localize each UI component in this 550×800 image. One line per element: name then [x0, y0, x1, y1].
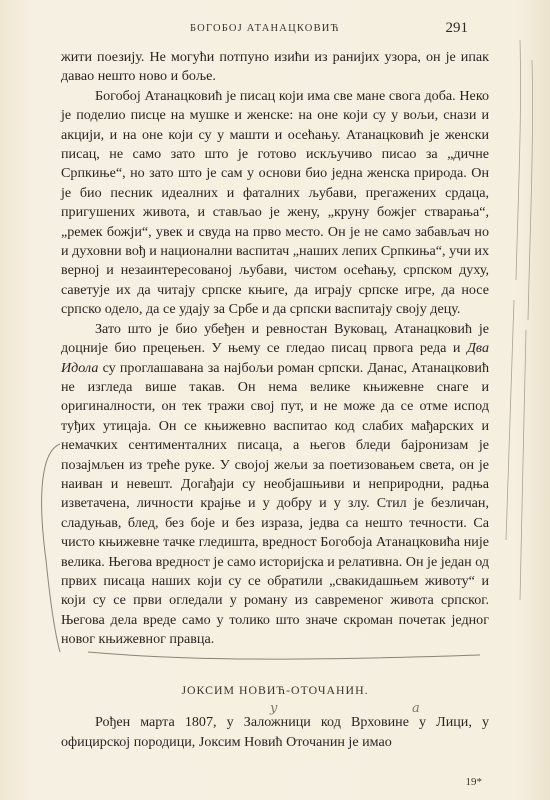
paragraph-continuation: жити поезију. Не могући потпуно изићи из ранијих узора, он је ипак давао нешто ново и боље.: [61, 49, 489, 85]
body-text: [61, 48, 489, 650]
handwritten-letter-u: у: [270, 701, 278, 716]
section-text: [61, 712, 489, 752]
paragraph-character: Богобој Атанацковић је писац који има све мане свога доба. Нeко је поделио писце на мушке и женске: на оне који су у вољи, снази и акцији, и на оне који су у машти и осећању. Атанацковић је женски писац, не само зато што је готово искључиво писао за „дичне Српкиње“, но зато што је сам у основи био једна женска природа. Он је био песник идеалних и фаталних љубави, прегажених срдаца, пригушених живота, и стављао је жену, „круну божјег стварања“, „ремек божји“, увек и свуда на прво место. Он је не само забављач но и духовни вођ и национални васпитач „наших лепих Српкиња“, учи их верној и незаинтересованој љубави, чистом осећању, српском духу, саветује их да читају српске књиге, да играју српске игре, да носе српско одело, да се удају за Србе и да српски васпитају своју децу.: [61, 87, 489, 318]
margin-bracket-mark: [42, 444, 60, 652]
handwritten-letter-a: а: [412, 701, 420, 716]
running-head-title: БОГОБОЈ АТАНАЦКОВИЋ: [190, 23, 340, 34]
paragraph-assessment: [61, 320, 489, 650]
novel-title: Два Идола: [61, 340, 489, 376]
printer-signature: 19*: [465, 776, 482, 788]
section-heading: ЈОКСИМ НОВИЋ-ОТОЧАНИН.: [181, 683, 369, 697]
running-head: [0, 20, 550, 40]
assessment-text-rest: су проглашавана за најбољи роман српски. Данас, Атанацковић не изгледа више такав. Он нема велике књижевне снаге и оригиналности, он тек тражи свој пут, и не може да се отме испод туђих утицаја. Он се књижевно васпитао код слабих мађарских и немачких сентименталних писаца, а његов бледи бајронизам је позајмљен из треће руке. У својој жељи за поетизовањем света, он је наиван и невешт. Догађаји су необјашњиви и неприродни, радња изветачена, личности крајње и у добру и у злу. Стил је безличан, сладуњав, блед, без боје и без израза, једва са нешто течности. Са чисто књижевне тачке гледишта, вредност Богобоја Атанацковића није велика. Његова вредност је само историјска и релативна. Он је један од првих писаца наших који су се обратили „свакидашњем животу“ и који су се први огледали у роману из савременог живота српског. Његова дела вреде само у толико што значе скроман почетак једног новог књижевног правца.: [61, 359, 490, 648]
margin-handwriting-scribble: [506, 40, 533, 600]
assessment-text-start: Зато што је био убеђен и ревностан Вуковац, Атанацковић је доцније био прецењен. У њему се гледао писац првога реда и: [61, 320, 489, 357]
page-number: 291: [445, 20, 468, 36]
section-paragraph: Рођен марта 1807, у Заложници код Врховине у Лици, у официрској породици, Јоксим Новић Оточанин је имао: [61, 714, 489, 750]
underline-stroke: [88, 652, 480, 659]
